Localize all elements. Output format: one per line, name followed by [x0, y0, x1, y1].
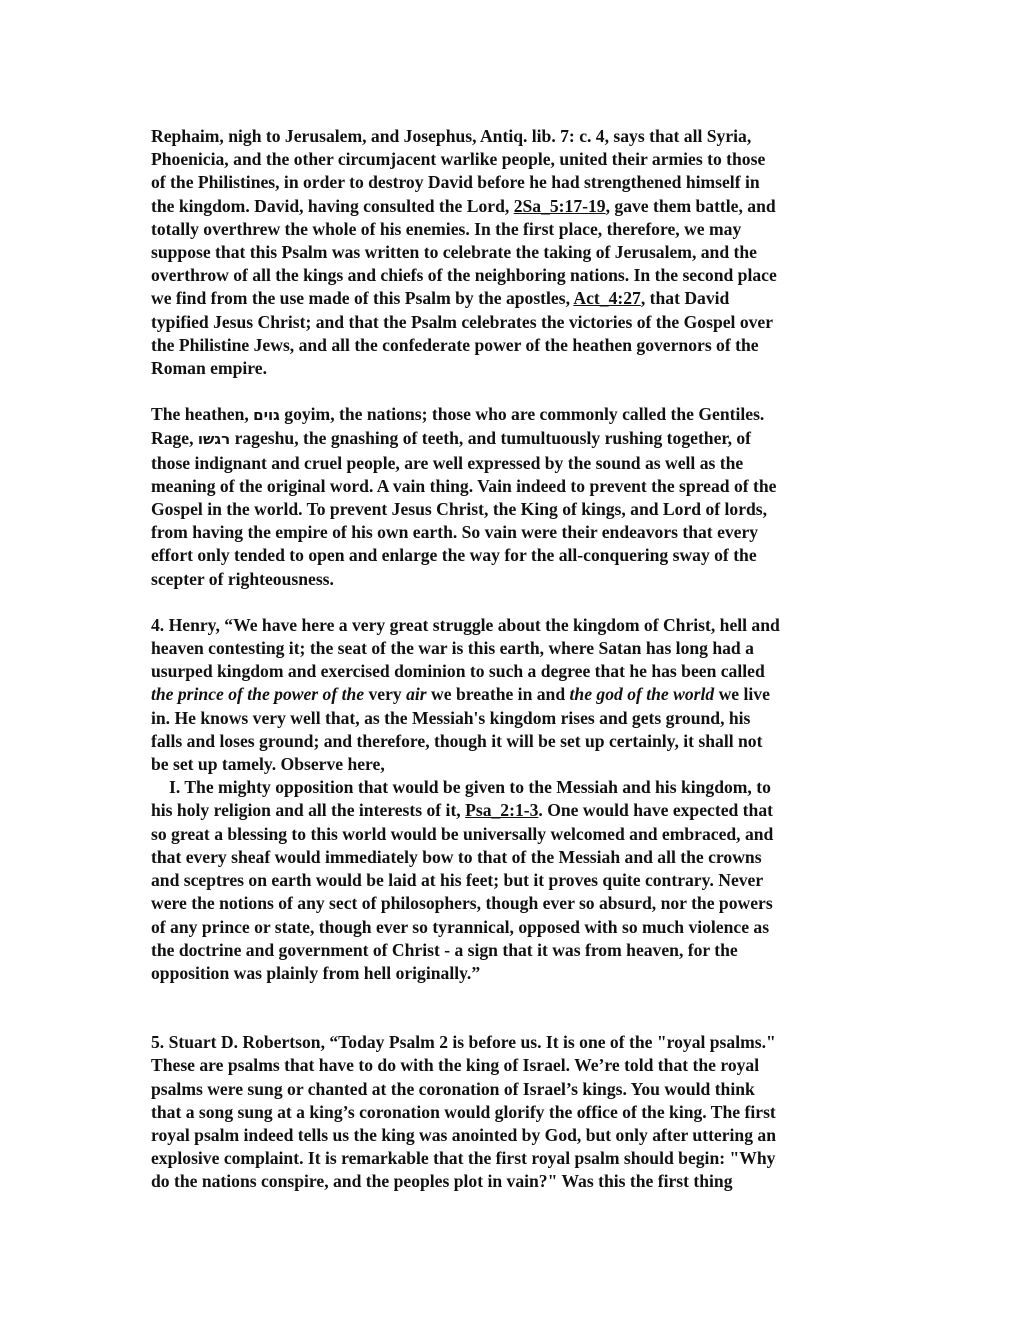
text-line: 5. Stuart D. Robertson, “Today Psalm 2 is before us. It is one of the "royal psalms." [151, 1032, 776, 1053]
text-line [151, 195, 881, 218]
text-line: that a song sung at a king’s coronation would glorify the office of the king. The first [151, 1101, 776, 1122]
italic-phrase: the god of the world [569, 684, 715, 705]
text-span: the kingdom. David, having consulted the Lord, [151, 195, 514, 216]
hebrew-word-goyim: גוים [253, 406, 280, 425]
text-line [151, 799, 881, 822]
text-span: his holy religion and all the interests of it, [151, 800, 466, 821]
hebrew-word-rageshu: רגשו [197, 430, 231, 449]
text-line: These are psalms that have to do with the king of Israel. We’re told that the royal [151, 1055, 760, 1076]
text-line: in. He knows very well that, as the Messiah's kingdom rises and gets ground, his [151, 707, 751, 728]
scripture-link-act-4-27[interactable]: Act_4:27 [573, 288, 641, 309]
document-page [151, 125, 881, 1194]
text-span: very [364, 684, 407, 705]
text-span: . One would have expected that [538, 800, 773, 821]
text-span: The heathen, [151, 404, 254, 425]
text-line: I. The mighty opposition that would be given to the Messiah and his kingdom, to [169, 777, 771, 798]
paragraph-robertson [151, 1031, 881, 1193]
text-line: totally overthrew the whole of his enemies. In the first place, therefore, we may [151, 218, 742, 239]
text-span: rageshu, the gnashing of teeth, and tumultuously rushing together, of [230, 428, 752, 449]
scripture-link-2sa-5-17[interactable]: 2Sa_5:17-19 [513, 195, 606, 216]
text-line: that every sheaf would immediately bow to that of the Messiah and all the crowns [151, 846, 762, 867]
text-line: of the Philistines, in order to destroy David before he had strengthened himself in [151, 172, 760, 193]
text-line: be set up tamely. Observe here, [151, 754, 385, 775]
paragraph-josephus [151, 125, 881, 380]
text-line: those indignant and cruel people, are well expressed by the sound as well as the [151, 452, 744, 473]
text-line: 4. Henry, “We have here a very great struggle about the kingdom of Christ, hell and [151, 614, 780, 635]
text-span: we breathe in and [426, 684, 570, 705]
text-line: of any prince or state, though ever so tyrannical, opposed with so much violence as [151, 916, 770, 937]
text-line: and sceptres on earth would be laid at his feet; but it proves quite contrary. Never [151, 870, 764, 891]
text-line: Phoenicia, and the other circumjacent warlike people, united their armies to those [151, 149, 766, 170]
text-line: psalms were sung or chanted at the coronation of Israel’s kings. You would think [151, 1078, 755, 1099]
text-line: falls and loses ground; and therefore, though it will be set up certainly, it shall not [151, 730, 763, 751]
text-line: typified Jesus Christ; and that the Psalm celebrates the victories of the Gospel over [151, 311, 774, 332]
paragraph-spacer [151, 380, 881, 403]
scripture-link-psa-2-1[interactable]: Psa_2:1-3 [465, 800, 539, 821]
text-line: overthrow of all the kings and chiefs of the neighboring nations. In the second place [151, 265, 777, 286]
text-span: goyim, the nations; those who are commonly called the Gentiles. [279, 404, 765, 425]
paragraph-spacer [151, 591, 881, 614]
text-line: scepter of righteousness. [151, 568, 334, 589]
text-line: usurped kingdom and exercised dominion to such a degree that he has been called [151, 661, 765, 682]
text-line: were the notions of any sect of philosophers, though ever so absurd, nor the powers [151, 893, 773, 914]
text-span: we find from the use made of this Psalm by the apostles, [151, 288, 574, 309]
text-line: suppose that this Psalm was written to celebrate the taking of Jerusalem, and the [151, 242, 757, 263]
text-line: Roman empire. [151, 358, 267, 379]
text-line: Rephaim, nigh to Jerusalem, and Josephus, Antiq. lib. 7: c. 4, says that all Syria, [151, 126, 752, 146]
text-line: the Philistine Jews, and all the confederate power of the heathen governors of the [151, 334, 759, 355]
text-line: Gospel in the world. To prevent Jesus Christ, the King of kings, and Lord of lords, [151, 499, 768, 520]
text-line: opposition was plainly from hell originally.” [151, 962, 481, 983]
text-line [151, 683, 881, 706]
paragraph-henry [151, 614, 881, 985]
paragraph-heathen [151, 403, 881, 591]
text-line: effort only tended to open and enlarge the way for the all-conquering sway of the [151, 545, 757, 566]
text-line: do the nations conspire, and the peoples plot in vain?" Was this the first thing [151, 1171, 733, 1192]
text-line: the doctrine and government of Christ - a sign that it was from heaven, for the [151, 939, 738, 960]
text-line: from having the empire of his own earth. So vain were their endeavors that every [151, 522, 759, 543]
text-line [151, 403, 881, 427]
text-line: so great a blessing to this world would be universally welcomed and embraced, and [151, 823, 774, 844]
text-span: we live [714, 684, 770, 705]
text-line [151, 427, 881, 451]
text-line [151, 287, 881, 310]
text-line: royal psalm indeed tells us the king was anointed by God, but only after uttering an [151, 1124, 776, 1145]
text-line: meaning of the original word. A vain thing. Vain indeed to prevent the spread of the [151, 475, 777, 496]
italic-phrase: air [406, 684, 427, 705]
italic-phrase: the prince of the power of the [151, 684, 365, 705]
text-line: explosive complaint. It is remarkable that the first royal psalm should begin: "Why [151, 1148, 776, 1169]
text-span: , gave them battle, and [605, 195, 776, 216]
paragraph-spacer [151, 985, 881, 1031]
text-line: heaven contesting it; the seat of the war is this earth, where Satan has long had a [151, 638, 754, 659]
text-span: Rage, [151, 428, 198, 449]
text-span: , that David [640, 288, 730, 309]
